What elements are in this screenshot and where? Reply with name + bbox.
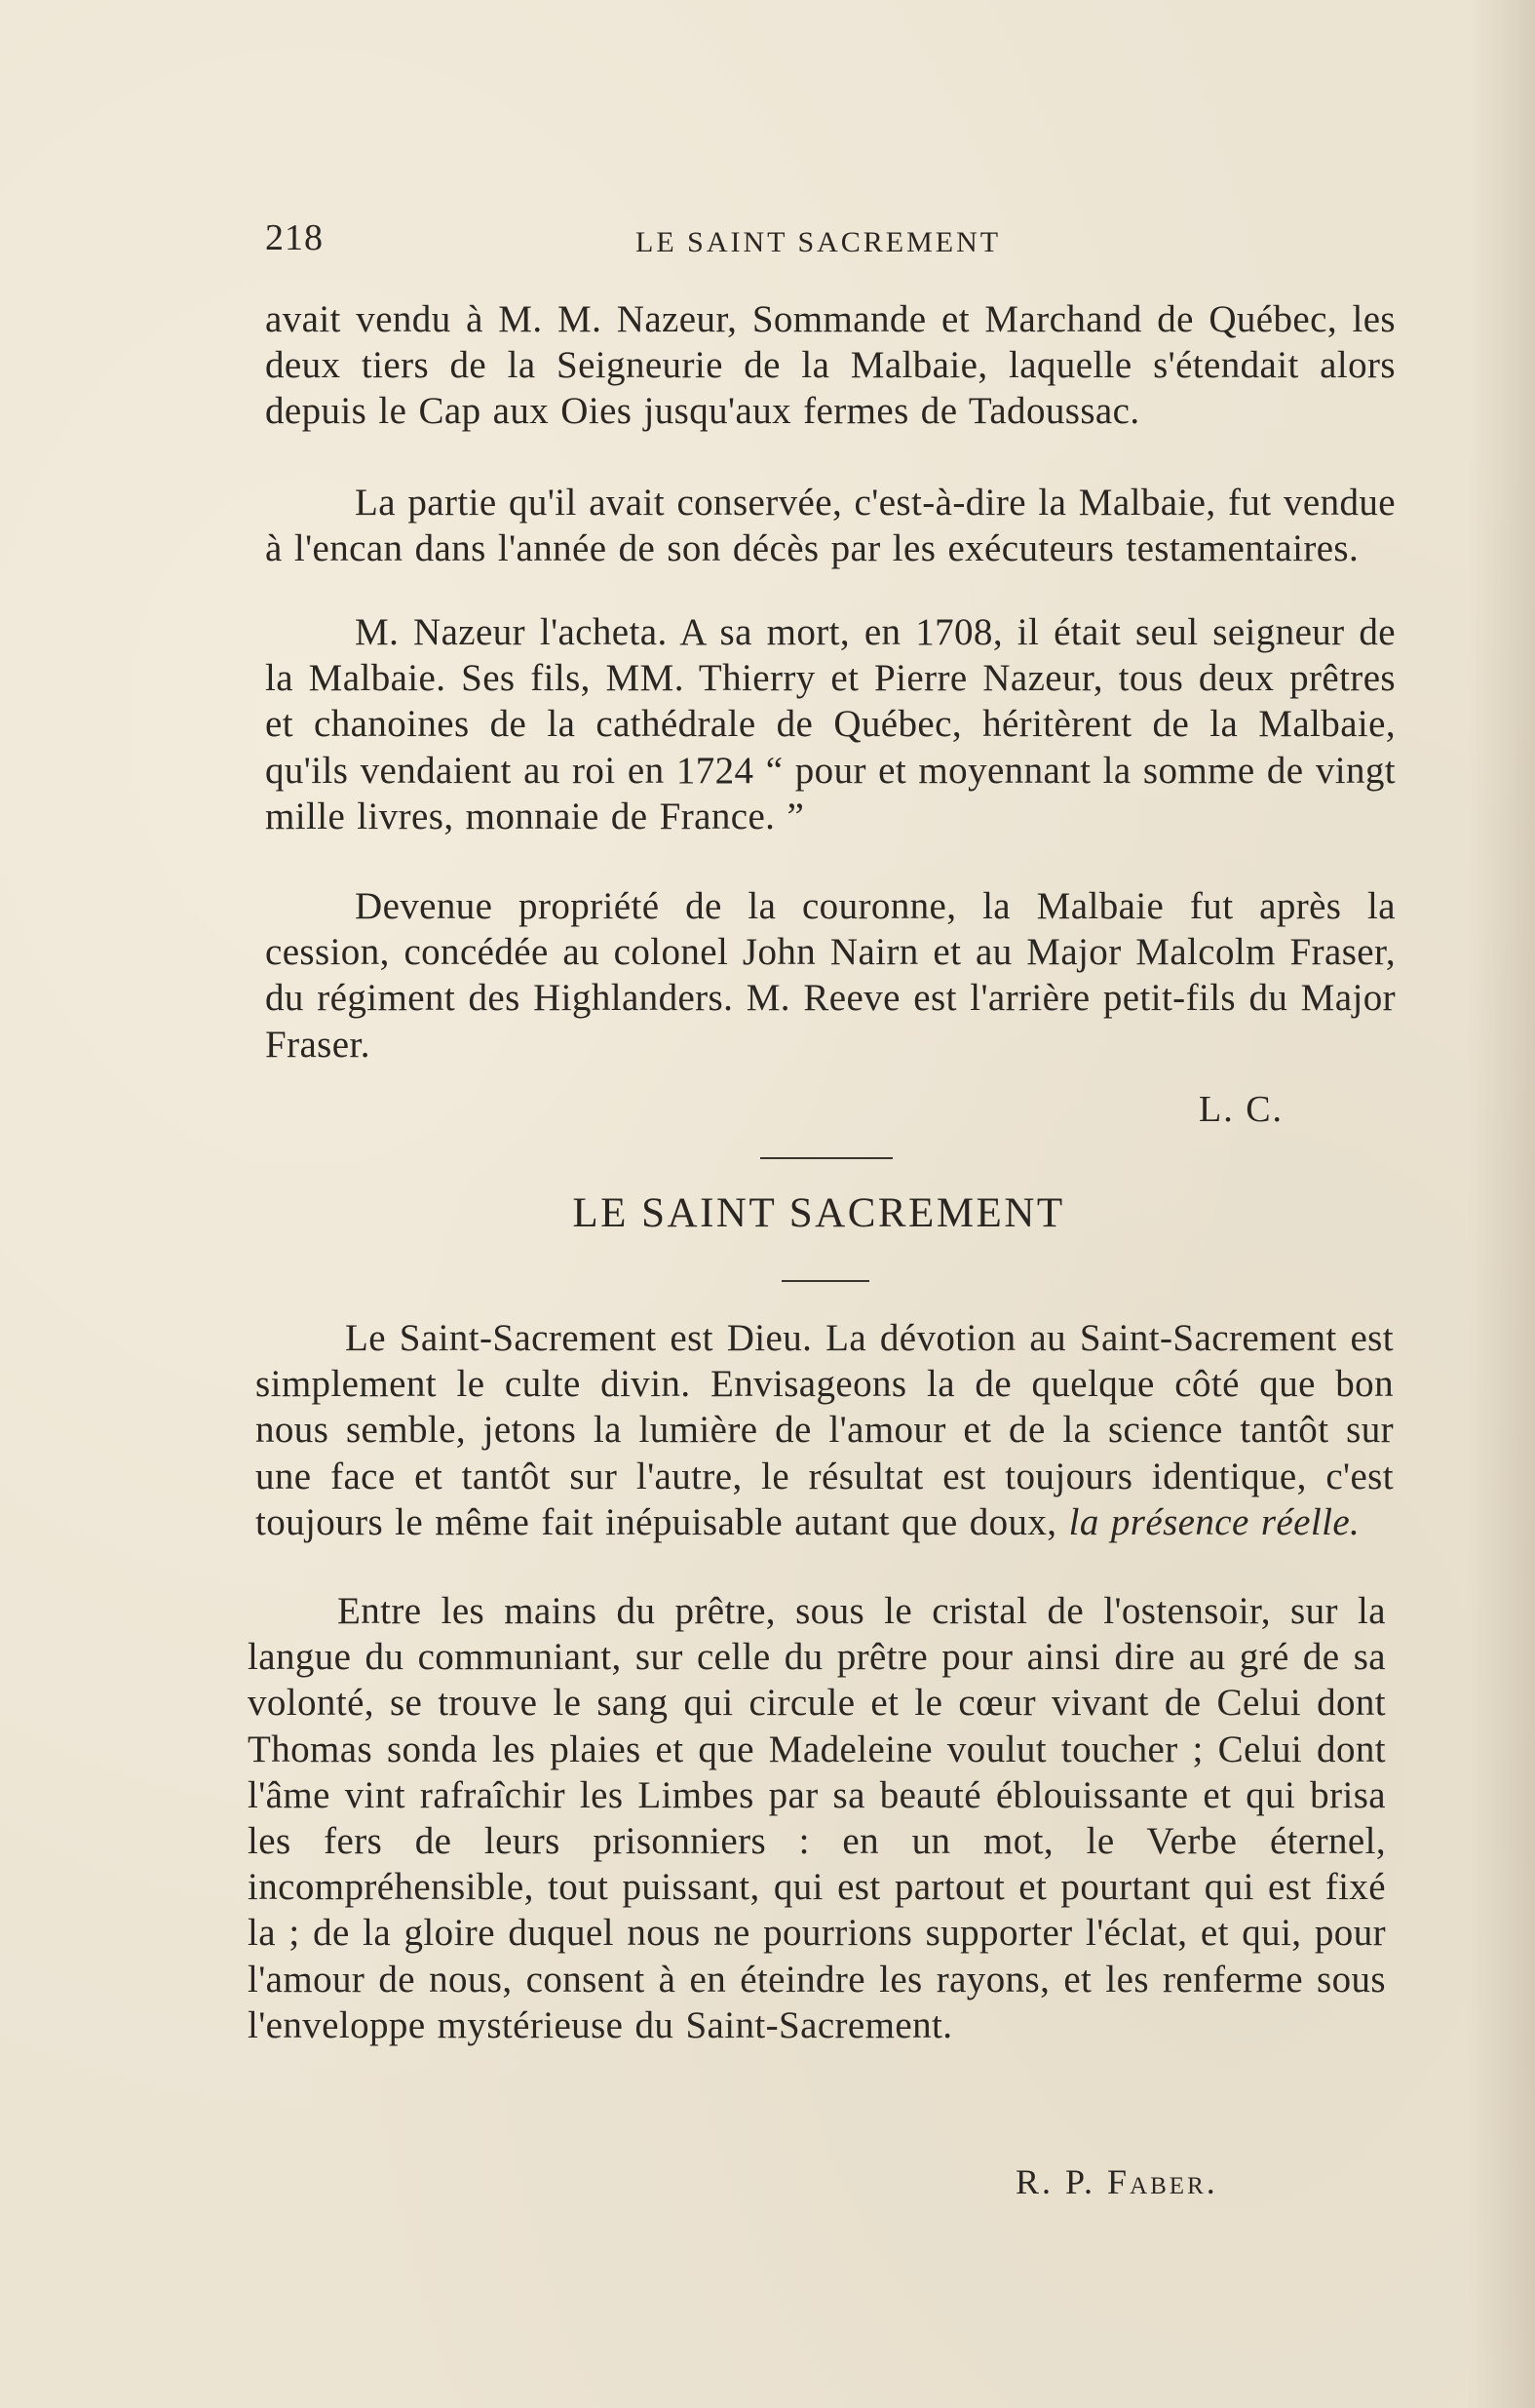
previous-article-signature: L. C.: [1199, 1089, 1285, 1130]
page-number: 218: [265, 217, 324, 258]
previous-article-paragraph-3: M. Nazeur l'acheta. A sa mort, en 1708, il était seul seigneur de la Malbaie. Ses fils, MM. Thierry et Pierre Nazeur, tous deux prêtres et chanoines de la cathédrale de Québec, héritèrent de la Malbaie, qu'ils vendaient au roi en 1724 “ pour et moyennant la somme de vingt mille livres, monnaie de France. ”: [265, 611, 1396, 837]
page-edge-shadow: [1467, 0, 1535, 2408]
article-paragraph-1: [255, 1315, 1394, 1545]
author-name: Faber.: [1107, 2162, 1218, 2201]
section-divider-bottom: [782, 1280, 869, 1282]
article-author-signature: [1016, 2161, 1218, 2202]
article-paragraph-2: Entre les mains du prêtre, sous le cristal de l'ostensoir, sur la langue du communiant, sur celle du prêtre pour ainsi dire au gré de sa volonté, se trouve le sang qui circule et le cœur vivant de Celui dont Thomas sonda les plaies et que Madeleine voulut toucher ; Celui dont l'âme vint rafraîchir les Limbes par sa beauté éblouissante et qui brisa les fers de leurs prisonniers : en un mot, le Verbe éternel, incompréhensible, tout puissant, qui est partout et pourtant qui est fixé la ; de la gloire duquel nous ne pourrions supporter l'éclat, et qui, pour l'amour de nous, consent à en éteindre les rayons, et les renferme sous l'enveloppe mystérieuse du Saint-Sacrement.: [248, 1590, 1386, 2046]
previous-article-paragraph-1: avait vendu à M. M. Nazeur, Sommande et Marchand de Québec, les deux tiers de la Seigneurie de la Malbaie, laquelle s'étendait alors depuis le Cap aux Oies jusqu'aux fermes de Tadoussac.: [265, 298, 1396, 433]
article-title: LE SAINT SACREMENT: [572, 1190, 1065, 1236]
section-divider-top: [760, 1157, 893, 1159]
running-title: LE SAINT SACREMENT: [635, 226, 1002, 258]
article-paragraph-1-text: Le Saint-Sacrement est Dieu. La dévotion au Saint-Sacrement est simplement le culte divin. Envisageons la de quelque côté que bon nous semble, jetons la lumière de l'amour et de la science tantôt sur une face et tantôt sur l'autre, le résultat est toujours identique, c'est toujours le même fait inépuisable autant que doux,: [255, 1317, 1394, 1543]
previous-article-paragraph-4: Devenue propriété de la couronne, la Malbaie fut après la cession, concédée au colonel John Nairn et au Major Malcolm Fraser, du régiment des Highlanders. M. Reeve est l'arrière petit-fils du Major Fraser.: [265, 885, 1396, 1066]
emphasis-presence-reelle: la présence réelle.: [1068, 1500, 1361, 1543]
previous-article-paragraph-2: La partie qu'il avait conservée, c'est-à-dire la Malbaie, fut vendue à l'encan dans l'année de son décès par les exécuteurs testamentaires.: [265, 482, 1396, 570]
page-header: [265, 216, 1415, 265]
author-initials: R. P.: [1016, 2162, 1096, 2201]
